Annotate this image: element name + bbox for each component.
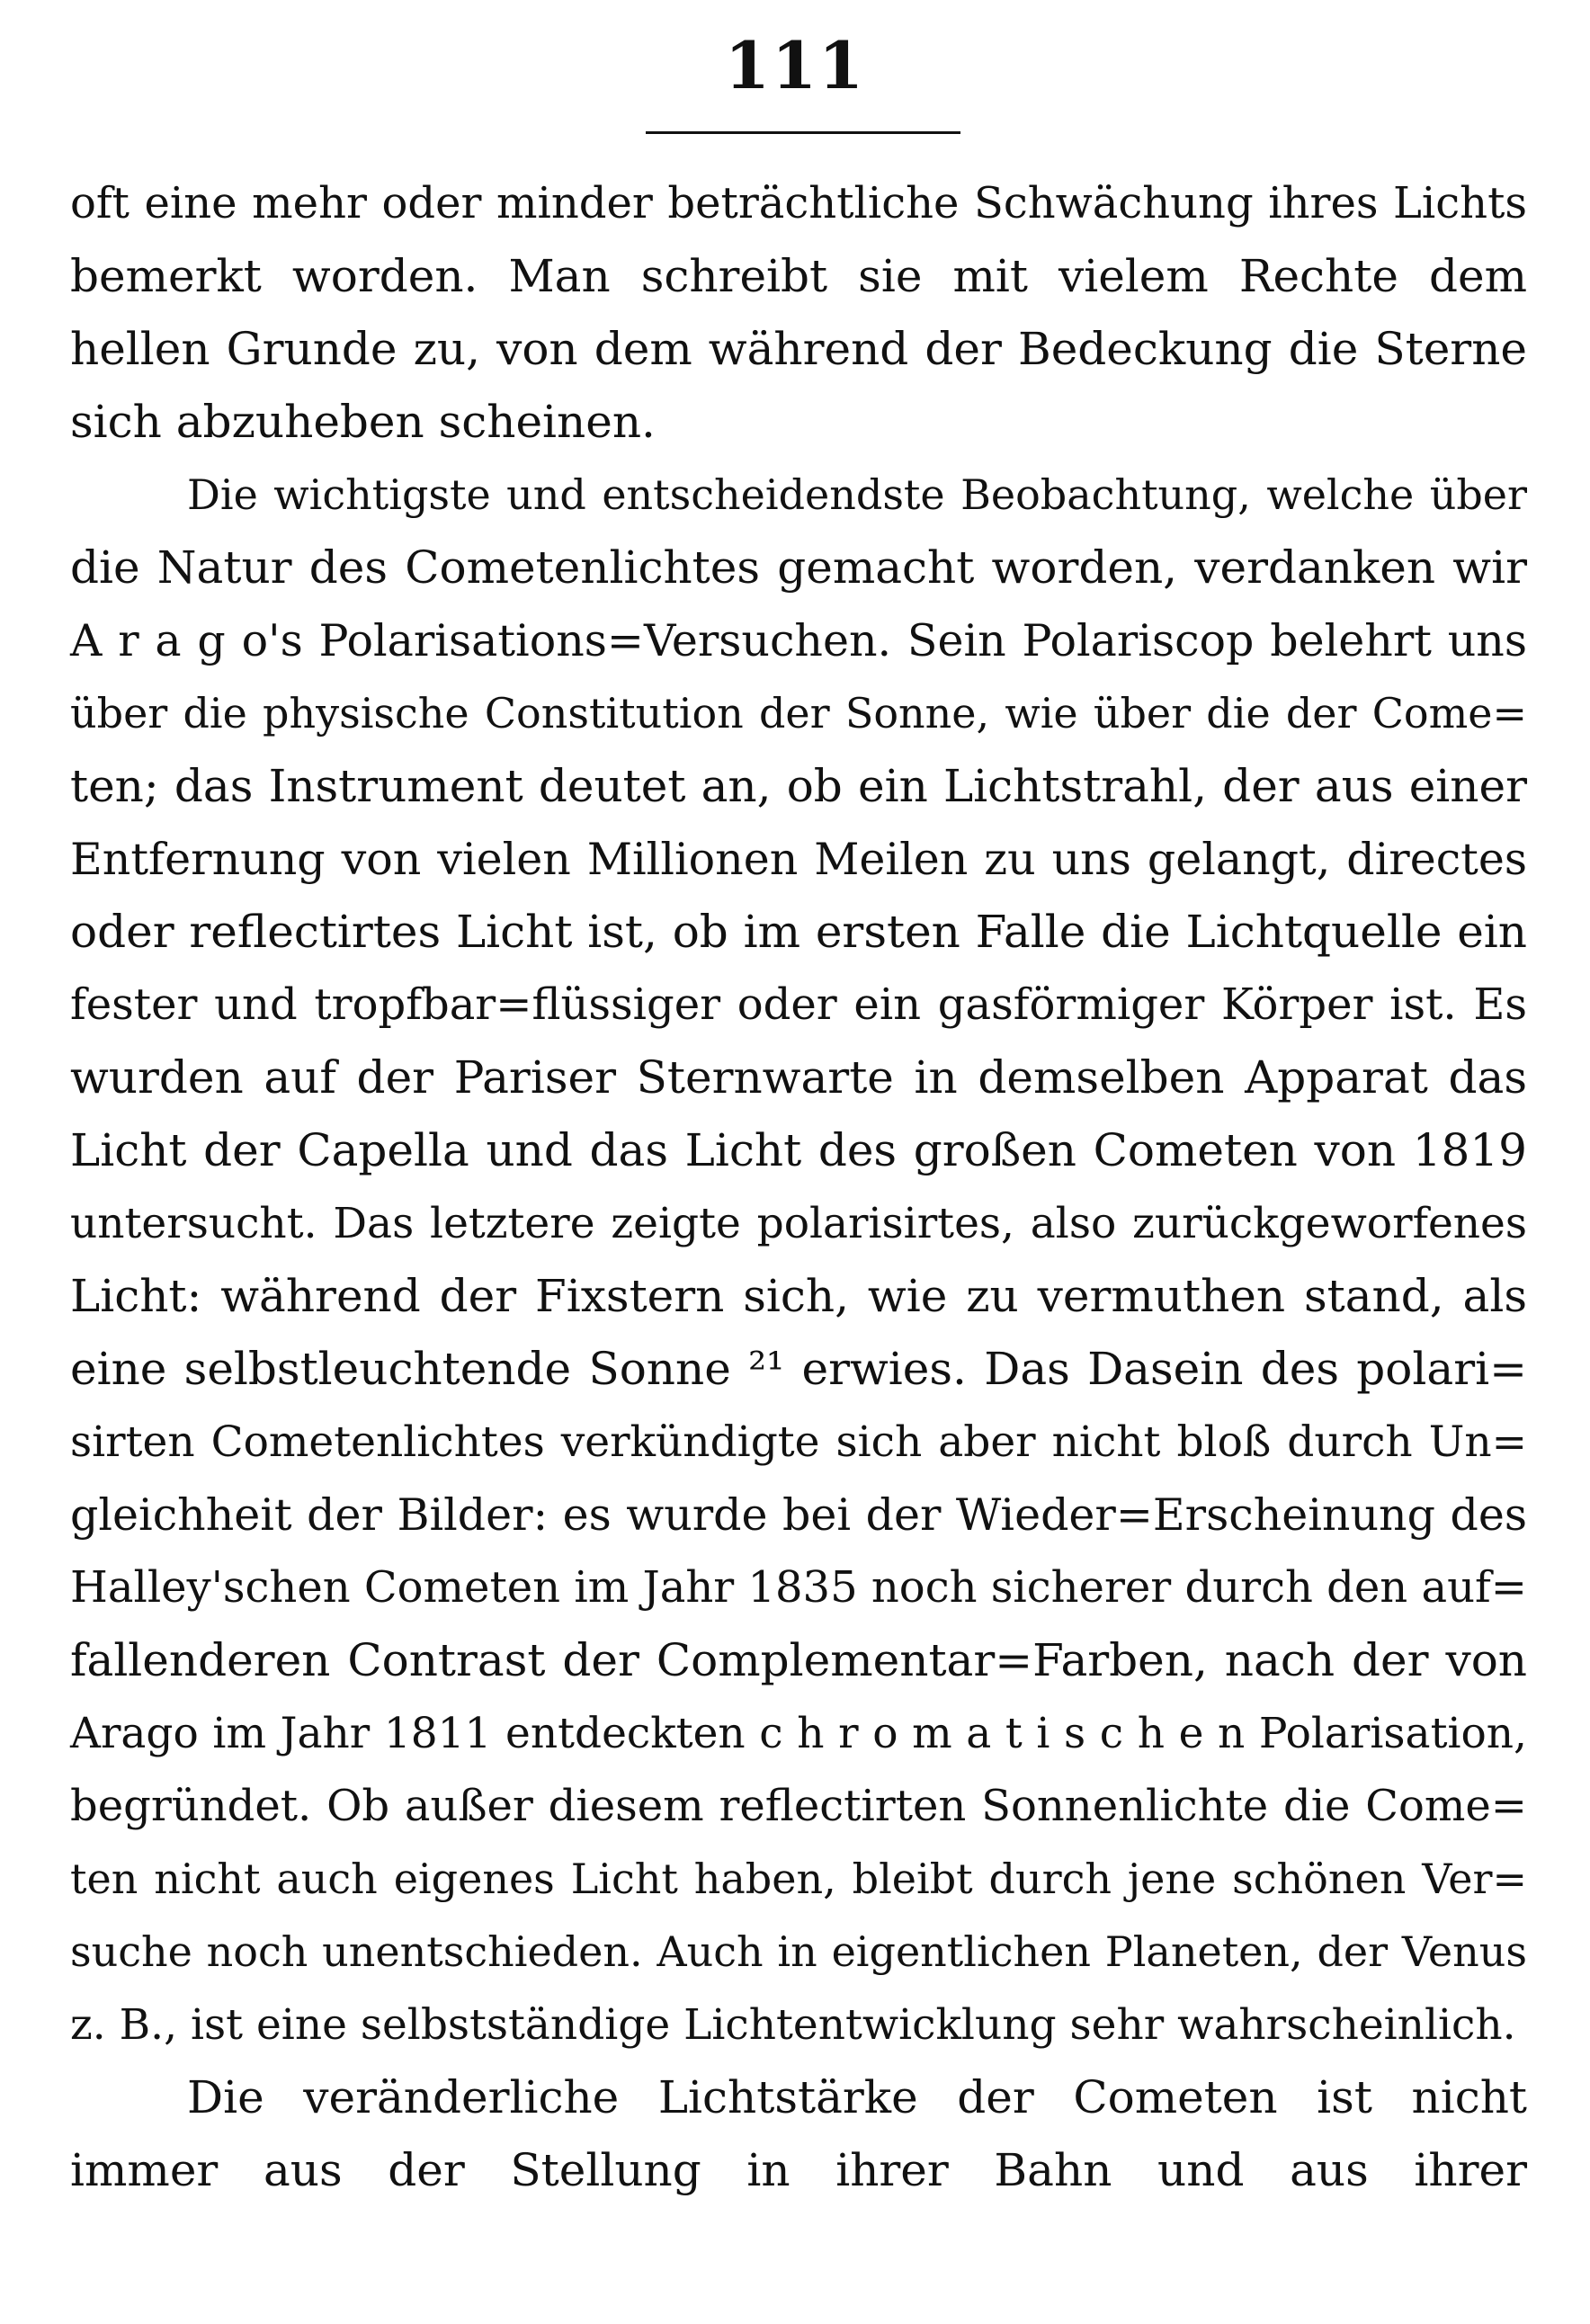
text-line: Licht: während der Fixstern sich, wie zu vermuthen stand, als <box>70 1270 1527 1322</box>
text-line: wurden auf der Pariser Sternwarte in demselben Apparat das <box>70 1051 1527 1104</box>
text-line: die Natur des Cometenlichtes gemacht worden, verdanken wir <box>70 541 1527 594</box>
text-line: Die wichtigste und entscheidendste Beobachtung, welche über <box>187 470 1527 519</box>
text-line: fallenderen Contrast der Complementar=Farben, nach der von <box>70 1634 1527 1686</box>
text-line: z. B., ist eine selbstständige Lichtentwicklung sehr wahrscheinlich. <box>70 2000 1516 2050</box>
text-line: sich abzuheben scheinen. <box>70 396 656 448</box>
text-line: ten; das Instrument deutet an, ob ein Lichtstrahl, der aus einer <box>70 760 1527 812</box>
text-line: A r a g o's Polarisations=Versuchen. Sein Polariscop belehrt uns <box>70 615 1527 666</box>
text-line: hellen Grunde zu, von dem während der Bedeckung die Sterne <box>70 323 1527 375</box>
text-line: bemerkt worden. Man schreibt sie mit vielem Rechte dem <box>70 250 1527 302</box>
text-line: Halley'schen Cometen im Jahr 1835 noch sicherer durch den auf= <box>70 1562 1527 1613</box>
text-line: begründet. Ob außer diesem reflectirten Sonnenlichte die Come= <box>70 1781 1527 1831</box>
text-line: über die physische Constitution der Sonne, wie über die der Come= <box>70 689 1527 737</box>
text-line: ten nicht auch eigenes Licht haben, bleibt durch jene schönen Ver= <box>70 1855 1527 1903</box>
text-line: Licht der Capella und das Licht des großen Cometen von 1819 <box>70 1124 1527 1176</box>
text-line: immer aus der Stellung in ihrer Bahn und aus ihrer <box>70 2144 1527 2196</box>
text-line: gleichheit der Bilder: es wurde bei der Wieder=Erscheinung des <box>70 1489 1527 1541</box>
text-line: Arago im Jahr 1811 entdeckten c h r o m a t i s c h e n Polarisation, <box>70 1709 1527 1758</box>
text-line: fester und tropfbar=flüssiger oder ein gasförmiger Körper ist. Es <box>70 979 1527 1030</box>
header-rule <box>646 131 960 134</box>
text-line: oft eine mehr oder minder beträchtliche Schwächung ihres Lichts <box>70 178 1527 228</box>
text-line: eine selbstleuchtende Sonne ²¹ erwies. Das Dasein des polari= <box>70 1343 1527 1395</box>
text-line: suche noch unentschieden. Auch in eigentlichen Planeten, der Venus <box>70 1927 1527 1976</box>
body-text <box>70 167 1527 2207</box>
text-line: Die veränderliche Lichtstärke der Cometen ist nicht <box>187 2071 1527 2123</box>
text-line: sirten Cometenlichtes verkündigte sich aber nicht bloß durch Un= <box>70 1417 1527 1467</box>
text-line: oder reflectirtes Licht ist, ob im ersten Falle die Lichtquelle ein <box>70 906 1527 958</box>
text-line: untersucht. Das letztere zeigte polarisirtes, also zurückgeworfenes <box>70 1199 1527 1248</box>
page-number: 111 <box>724 27 866 103</box>
text-line: Entfernung von vielen Millionen Meilen zu uns gelangt, directes <box>70 834 1527 885</box>
